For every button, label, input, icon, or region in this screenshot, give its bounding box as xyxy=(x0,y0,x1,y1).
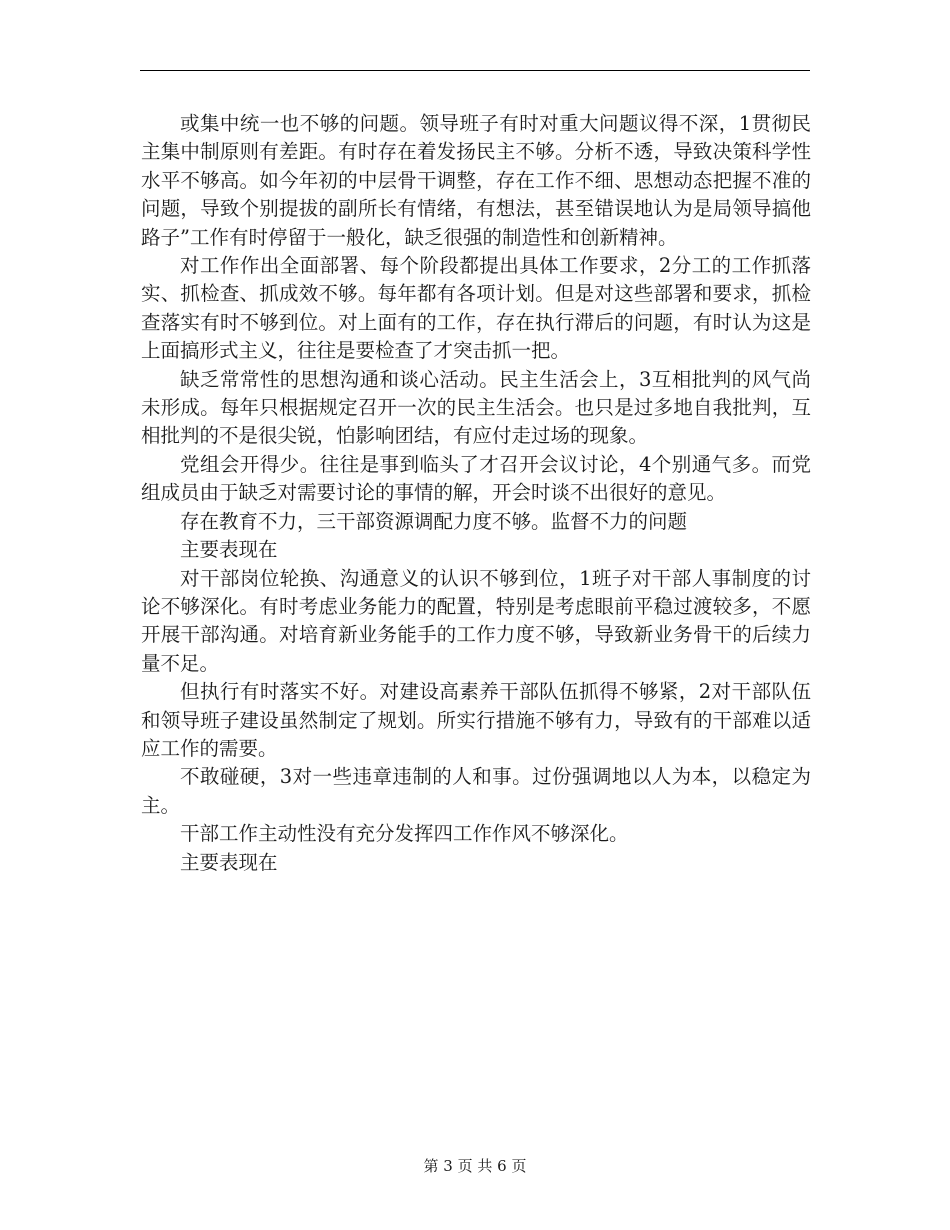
paragraph: 对干部岗位轮换、沟通意义的认识不够到位，1班子对干部人事制度的讨论不够深化。有时考虑业务能力的配置，特别是考虑眼前平稳过渡较多，不愿开展干部沟通。对培育新业务能手的工作力度不够，导致新业务骨干的后续力量不足。 xyxy=(141,566,811,675)
paragraph: 不敢碰硬，3对一些违章违制的人和事。过份强调地以人为本，以稳定为主。 xyxy=(141,765,811,817)
document-body xyxy=(141,110,811,877)
paragraph: 缺乏常常性的思想沟通和谈心活动。民主生活会上，3互相批判的风气尚未形成。每年只根据规定召开一次的民主生活会。也只是过多地自我批判，互相批判的不是很尖锐，怕影响团结，有应付走过场的现象。 xyxy=(141,367,811,448)
page-number: 第 3 页 共 6 页 xyxy=(423,1157,527,1175)
paragraph: 但执行有时落实不好。对建设高素养干部队伍抓得不够紧，2对干部队伍和领导班子建设虽然制定了规划。所实行措施不够有力，导致有的干部难以适应工作的需要。 xyxy=(141,680,811,760)
paragraph: 对工作作出全面部署、每个阶段都提出具体工作要求，2分工的工作抓落实、抓检查、抓成效不够。每年都有各项计划。但是对这些部署和要求，抓检查落实有时不够到位。对上面有的工作，存在执行滞后的问题，有时认为这是上面搞形式主义，往往是要检查了才突击抓一把。 xyxy=(141,254,811,363)
header-rule xyxy=(140,70,810,71)
paragraph: 主要表现在 xyxy=(180,538,278,562)
paragraph: 干部工作主动性没有充分发挥四工作作风不够深化。 xyxy=(180,822,629,846)
paragraph: 党组会开得少。往往是事到临头了才召开会议讨论，4个别通气多。而党组成员由于缺乏对需要讨论的事情的解，开会时谈不出很好的意见。 xyxy=(141,452,811,505)
paragraph: 存在教育不力，三干部资源调配力度不够。监督不力的问题 xyxy=(180,509,688,533)
paragraph: 或集中统一也不够的问题。领导班子有时对重大问题议得不深，1贯彻民主集中制原则有差距。有时存在着发扬民主不够。分析不透，导致决策科学性水平不够高。如今年初的中层骨干调整，存在工作不细、思想动态把握不准的问题，导致个别提拔的副所长有情绪，有想法，甚至错误地认为是局领导搞他路子”工作有时停留于一般化，缺乏很强的制造性和创新精神。 xyxy=(141,112,811,249)
paragraph: 主要表现在 xyxy=(180,850,278,874)
